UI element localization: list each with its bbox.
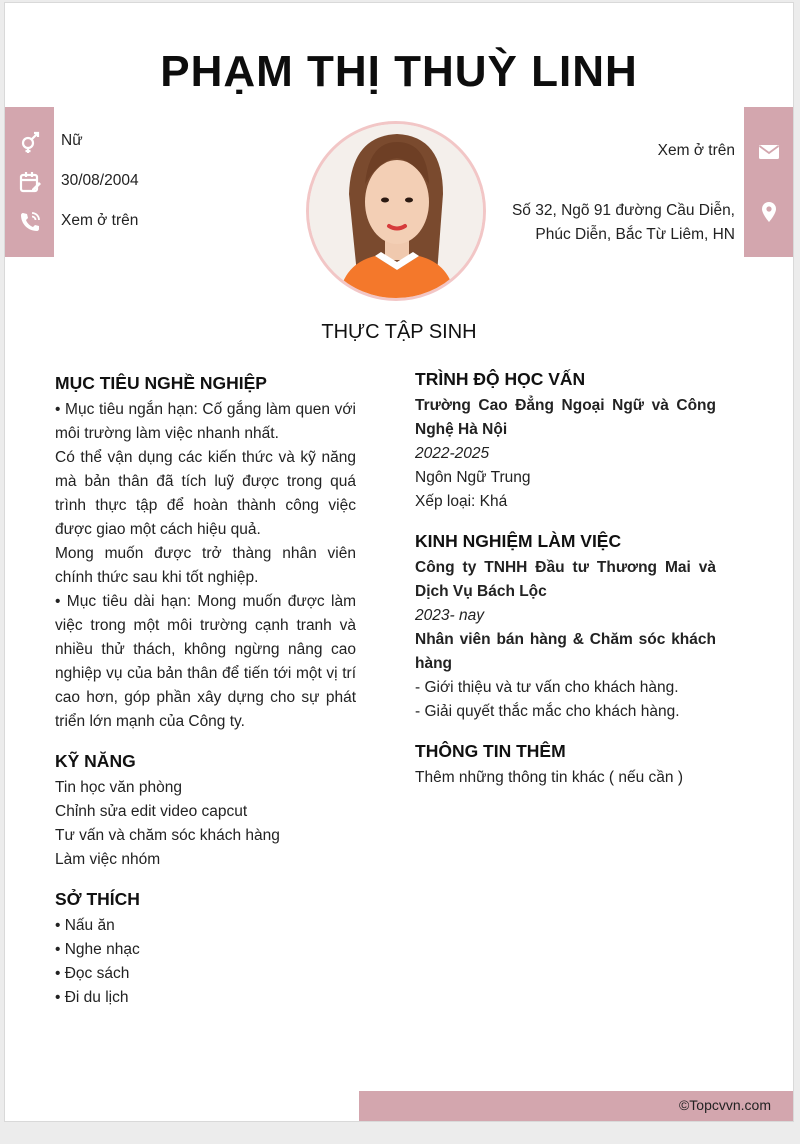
- hobbies-section: [55, 887, 356, 1010]
- gender-icon: [5, 128, 54, 156]
- address-line-1: Số 32, Ngõ 91 đường Cầu Diễn,: [511, 202, 735, 219]
- right-column: [415, 367, 716, 805]
- education-major: Ngôn Ngữ Trung: [415, 469, 531, 486]
- hobby-item: • Nấu ăn: [55, 917, 115, 934]
- objective-paragraph-3: Mong muốn được trở thàng nhân viên chính thức sau khi tốt nghiệp.: [55, 545, 356, 586]
- extra-info-text: Thêm những thông tin khác ( nếu cần ): [415, 769, 684, 786]
- objective-section: [55, 371, 356, 734]
- hobby-item: • Nghe nhạc: [55, 941, 140, 958]
- experience-period: 2023- nay: [415, 607, 484, 624]
- footer-brand: ©Topcvvn.com: [678, 1097, 771, 1113]
- phone-icon: [5, 208, 54, 236]
- phone-value: Xem ở trên: [61, 212, 139, 229]
- birthdate-value: 30/08/2004: [61, 172, 139, 189]
- company-name: Công ty TNHH Đầu tư Thương Mai và Dịch Vụ Bách Lộc: [415, 559, 716, 600]
- left-column: [55, 371, 356, 1025]
- location-pin-icon: [744, 198, 793, 226]
- hobbies-title: SỞ THÍCH: [55, 889, 140, 909]
- skills-section: [55, 749, 356, 872]
- avatar: [309, 124, 483, 298]
- extra-info-section: [415, 739, 716, 790]
- profile-photo: [306, 121, 486, 301]
- position-title: Nhân viên bán hàng & Chăm sóc khách hàng: [415, 631, 716, 672]
- objective-short-term: • Mục tiêu ngắn hạn: Cố gắng làm quen với môi trường làm việc nhanh nhất.: [55, 401, 356, 442]
- address-line-2: Phúc Diễn, Bắc Từ Liêm, HN: [535, 226, 735, 243]
- experience-title: KINH NGHIỆM LÀM VIỆC: [415, 531, 622, 551]
- right-icon-bar: [744, 107, 793, 257]
- skills-title: KỸ NĂNG: [55, 751, 136, 771]
- hobby-item: • Đi du lịch: [55, 989, 129, 1006]
- mail-icon: [744, 138, 793, 166]
- education-title: TRÌNH ĐỘ HỌC VẤN: [415, 369, 586, 389]
- duty-item: - Giới thiệu và tư vấn cho khách hàng.: [415, 679, 679, 696]
- education-period: 2022-2025: [415, 445, 490, 462]
- calendar-icon: [5, 168, 54, 196]
- skill-item: Tư vấn và chăm sóc khách hàng: [55, 827, 280, 844]
- education-grade: Xếp loại: Khá: [415, 493, 508, 510]
- extra-info-title: THÔNG TIN THÊM: [415, 741, 566, 761]
- skill-item: Chỉnh sửa edit video capcut: [55, 803, 248, 820]
- duty-item: - Giải quyết thắc mắc cho khách hàng.: [415, 703, 680, 720]
- objective-paragraph-2: Có thể vận dụng các kiến thức và kỹ năng mà bản thân đã tích luỹ được trong quá trình thực tập để hoàn thành công việc được giao một cách hiệu quả.: [55, 449, 356, 538]
- objective-long-term: • Mục tiêu dài hạn: Mong muốn được làm việc trong một môi trường cạnh tranh và nhiều thử thách, không ngừng nâng cao nghiệp vụ của bản thân để tiến tới một vị trí cao hơn, góp phần xây dựng cho sự phát triển lớn mạnh của Công ty.: [55, 593, 356, 730]
- candidate-name: PHẠM THỊ THUỲ LINH: [160, 47, 638, 96]
- address-value: [512, 199, 735, 247]
- gender-value: Nữ: [61, 132, 83, 149]
- job-title: THỰC TẬP SINH: [321, 321, 477, 343]
- experience-section: [415, 529, 716, 724]
- cv-page: [4, 2, 794, 1122]
- hobby-item: • Đọc sách: [55, 965, 130, 982]
- email-value: Xem ở trên: [657, 142, 735, 159]
- objective-title: MỤC TIÊU NGHỀ NGHIỆP: [55, 373, 267, 393]
- school-name: Trường Cao Đẳng Ngoại Ngữ và Công Nghệ Hà Nội: [415, 397, 716, 438]
- left-icon-bar: [5, 107, 54, 257]
- education-section: [415, 367, 716, 514]
- footer-bar: [359, 1091, 793, 1121]
- skill-item: Tin học văn phòng: [55, 779, 182, 796]
- skill-item: Làm việc nhóm: [55, 851, 161, 868]
